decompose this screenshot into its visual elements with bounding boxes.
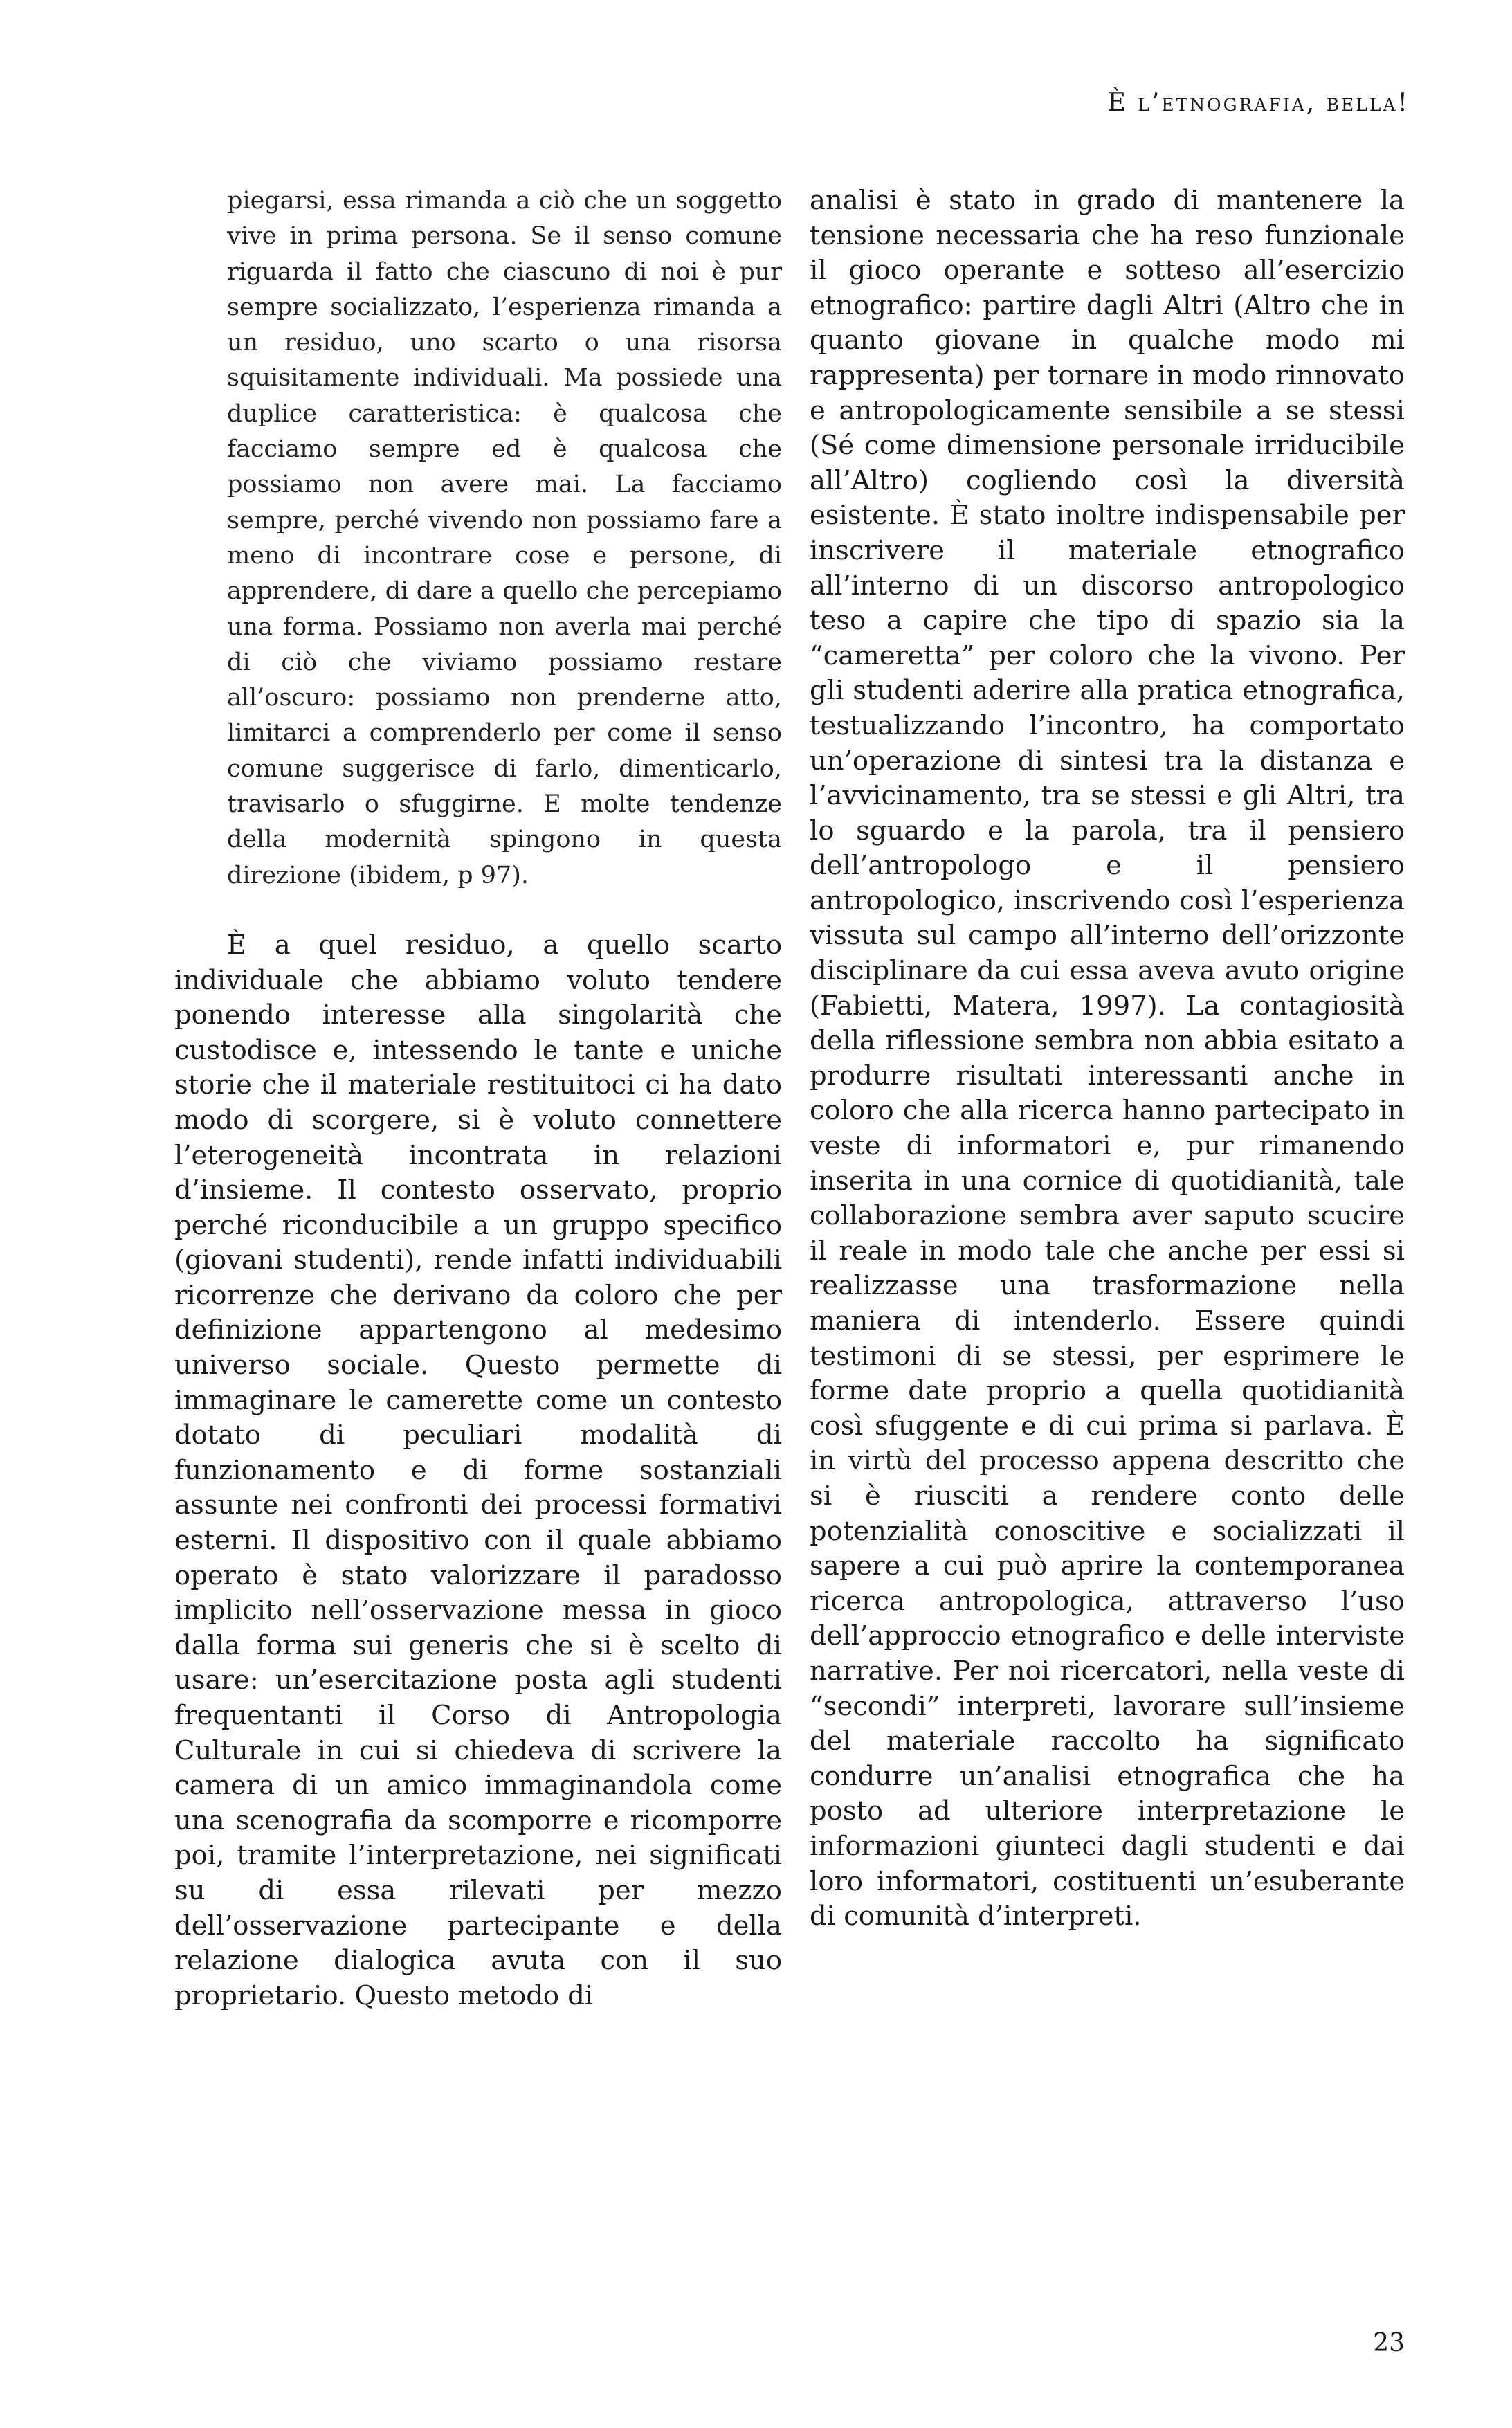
right-column [810,183,1405,1935]
body-paragraph-continued: analisi è stato in grado di mantenere la tensione necessaria che ha reso funzionale il gioco operante e sotteso all’esercizio etnografico: partire dagli Altri (Altro che in quanto giovane in qualche modo mi rappresenta) per tornare in modo rinnovato e antropologicamente sensibile a se stessi (Sé come dimensione personale irriducibile all’Altro) cogliendo così la diversità esistente. È stato inoltre indispensabile per inscrivere il materiale etnografico all’interno di un discorso antropologico teso a capire che tipo di spazio sia la “cameretta” per coloro che la vivono. Per gli studenti aderire alla pratica etnografica, testualizzando l’incontro, ha comportato un’operazione di sintesi tra la distanza e l’avvicinamento, tra se stessi e gli Altri, tra lo sguardo e la parola, tra il pensiero dell’antropologo e il pensiero antropologico, inscrivendo così l’esperienza vissuta sul campo all’interno dell’orizzonte disciplinare da cui essa aveva avuto origine (Fabietti, Matera, 1997). La contagiosità della riflessione sembra non abbia esitato a produrre risultati interessanti anche in coloro che alla ricerca hanno partecipato in veste di informatori e, pur rimanendo inserita in una cornice di quotidianità, tale collaborazione sembra aver saputo scucire il reale in modo tale che anche per essi si realizzasse una trasformazione nella maniera di intenderlo. Essere quindi testimoni di se stessi, per esprimere le forme date proprio a quella quotidianità così sfuggente e di cui prima si parlava. È in virtù del processo appena descritto che si è riusciti a rendere conto delle potenzialità conoscitive e socializzati il sapere a cui può aprire la contemporanea ricerca antropologica, attraverso l’uso dell’approccio etnografico e delle interviste narrative. Per noi ricercatori, nella veste di “secondi” interpreti, lavorare sull’insieme del materiale raccolto ha significato condurre un’analisi etnografica che ha posto ad ulteriore interpretazione le informazioni giunteci dagli studenti e dai loro informatori, costituenti un’esuberante di comunità d’interpreti. [810,185,1405,1932]
block-quote: piegarsi, essa rimanda a ciò che un soggetto vive in prima persona. Se il senso comune riguarda il fatto che ciascuno di noi è pur sempre socializzato, l’esperienza rimanda a un residuo, uno scarto o una risorsa squisitamente individuali. Ma possiede una duplice caratteristica: è qualcosa che facciamo sempre ed è qualcosa che possiamo non avere mai. La facciamo sempre, perché vivendo non possiamo fare a meno di incontrare cose e persone, di apprendere, di dare a quello che percepiamo una forma. Possiamo non averla mai perché di ciò che viviamo possiamo restare all’oscuro: possiamo non prenderne atto, limitarci a comprenderlo per come il senso comune suggerisce di farlo, dimenticarlo, travisarlo o sfuggirne. E molte tendenze della modernità spingono in questa direzione (ibidem, p 97). [227,187,782,889]
body-paragraph: È a quel residuo, a quello scarto individuale che abbiamo voluto tendere ponendo interesse alla singolarità che custodisce e, intessendo le tante e uniche storie che il materiale restituitoci ci ha dato modo di scorgere, si è voluto connettere l’eterogeneità incontrata in relazioni d’insieme. Il contesto osservato, proprio perché riconducibile a un gruppo specifico (giovani studenti), rende infatti individuabili ricorrenze che derivano da coloro che per definizione appartengono al medesimo universo sociale. Questo permette di immaginare le camerette come un contesto dotato di peculiari modalità di funzionamento e di forme sostanziali assunte nei confronti dei processi formativi esterni. Il dispositivo con il quale abbiamo operato è stato valorizzare il paradosso implicito nell’osservazione messa in gioco dalla forma sui generis che si è scelto di usare: un’esercitazione posta agli studenti frequentanti il Corso di Antropologia Culturale in cui si chiedeva di scrivere la camera di un amico immaginandola come una scenografia da scomporre e ricomporre poi, tramite l’interpretazione, nei significati su di essa rilevati per mezzo dell’osservazione partecipante e della relazione dialogica avuta con il suo proprietario. Questo metodo di [174,929,782,2011]
running-head: È l’etnografia, bella! [1107,89,1410,117]
page-number: 23 [1373,2329,1405,2357]
left-column [174,183,782,2013]
